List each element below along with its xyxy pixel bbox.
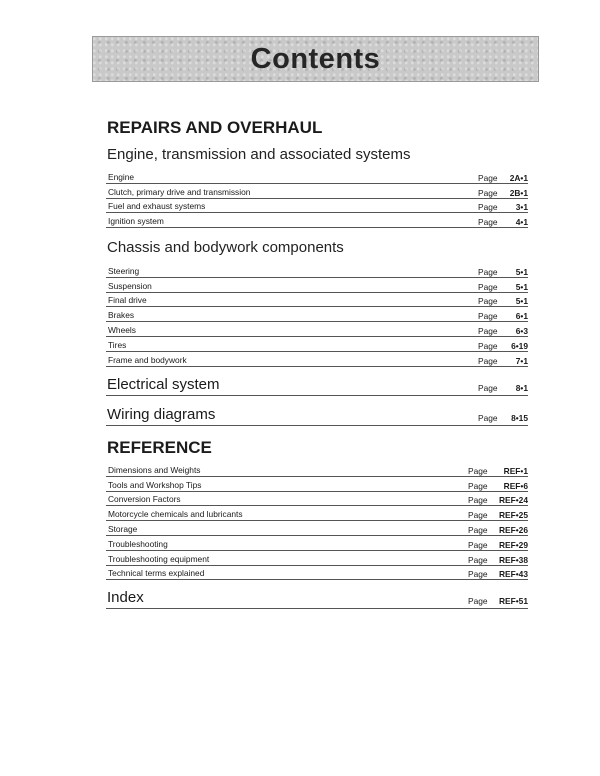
toc-label: Wiring diagrams (107, 406, 216, 423)
toc-row-wiring[interactable] (106, 403, 528, 426)
toc-label: Ignition system (108, 216, 164, 227)
engine-group-title: Engine, transmission and associated systems (107, 146, 411, 163)
page-word: Page (478, 296, 498, 307)
reference-heading: REFERENCE (107, 438, 212, 457)
page-word: Page (468, 524, 488, 535)
page-word: Page (478, 311, 498, 322)
page-number: 4•1 (515, 217, 528, 228)
page-word: Page (468, 539, 488, 550)
toc-label: Conversion Factors (108, 494, 181, 505)
toc-label: Troubleshooting equipment (108, 553, 210, 564)
page-word: Page (478, 202, 498, 213)
toc-row[interactable] (106, 352, 528, 367)
page-number: REF•43 (499, 569, 528, 580)
toc-row[interactable] (106, 199, 528, 214)
toc-label: Tools and Workshop Tips (108, 479, 202, 490)
toc-row[interactable] (106, 492, 528, 507)
page-number: REF•6 (503, 480, 528, 491)
toc-label: Index (107, 589, 144, 606)
page-number: 5•1 (515, 266, 528, 277)
page-word: Page (478, 217, 498, 228)
page-number: 8•1 (515, 383, 528, 393)
page-word: Page (468, 510, 488, 521)
toc-row[interactable] (106, 506, 528, 521)
toc-label: Frame and bodywork (108, 354, 187, 365)
toc-row[interactable] (106, 307, 528, 322)
chassis-list (106, 263, 528, 367)
page-number: 7•1 (515, 355, 528, 366)
toc-row[interactable] (106, 293, 528, 308)
toc-row[interactable] (106, 322, 528, 337)
page-word: Page (478, 383, 498, 393)
toc-label: Technical terms explained (108, 568, 205, 579)
toc-row[interactable] (106, 184, 528, 199)
page-number: 2A•1 (509, 172, 528, 183)
toc-row[interactable] (106, 566, 528, 581)
repairs-heading: REPAIRS AND OVERHAUL (107, 118, 323, 137)
reference-list (106, 462, 528, 580)
toc-row[interactable] (106, 536, 528, 551)
page-word: Page (478, 413, 498, 423)
page-number: REF•1 (503, 465, 528, 476)
page-number: 6•19 (511, 340, 528, 351)
page-word: Page (468, 596, 488, 606)
page-number: REF•26 (499, 524, 528, 535)
toc-row[interactable] (106, 278, 528, 293)
toc-label: Brakes (108, 310, 135, 321)
page-number: 5•1 (515, 296, 528, 307)
page-number: REF•38 (499, 554, 528, 565)
toc-label: Tires (108, 339, 127, 350)
page-word: Page (478, 187, 498, 198)
page-word: Page (478, 325, 498, 336)
chassis-group-title: Chassis and bodywork components (107, 239, 344, 256)
toc-label: Electrical system (107, 376, 220, 393)
page-word: Page (478, 281, 498, 292)
page-number: 2B•1 (509, 187, 528, 198)
page-word: Page (468, 495, 488, 506)
toc-row-index[interactable] (106, 586, 528, 609)
page-number: REF•24 (499, 495, 528, 506)
toc-label: Dimensions and Weights (108, 464, 201, 475)
page-word: Page (478, 340, 498, 351)
toc-label: Engine (108, 171, 135, 182)
page-number: REF•25 (499, 510, 528, 521)
page-number: REF•29 (499, 539, 528, 550)
contents-banner (92, 36, 539, 82)
page-number: 3•1 (515, 202, 528, 213)
toc-row[interactable] (106, 213, 528, 228)
toc-label: Final drive (108, 295, 147, 306)
toc-label: Motorcycle chemicals and lubricants (108, 509, 243, 520)
toc-row[interactable] (106, 169, 528, 184)
page-number: 6•3 (515, 325, 528, 336)
toc-row[interactable] (106, 462, 528, 477)
page-word: Page (468, 554, 488, 565)
page-number: 6•1 (515, 311, 528, 322)
toc-row[interactable] (106, 263, 528, 278)
page-title: Contents (250, 42, 381, 75)
page-word: Page (468, 569, 488, 580)
toc-label: Clutch, primary drive and transmission (108, 186, 251, 197)
page-number: 8•15 (511, 413, 528, 423)
toc-label: Wheels (108, 324, 136, 335)
toc-label: Steering (108, 265, 140, 276)
page-word: Page (478, 266, 498, 277)
page-number: 5•1 (515, 281, 528, 292)
page-number: REF•51 (499, 596, 528, 606)
toc-row[interactable] (106, 477, 528, 492)
toc-row-electrical[interactable] (106, 373, 528, 396)
toc-label: Suspension (108, 280, 152, 291)
page-word: Page (468, 480, 488, 491)
toc-label: Storage (108, 523, 138, 534)
toc-label: Fuel and exhaust systems (108, 201, 206, 212)
toc-label: Troubleshooting (108, 538, 168, 549)
toc-row[interactable] (106, 337, 528, 352)
toc-row[interactable] (106, 551, 528, 566)
page-word: Page (468, 465, 488, 476)
engine-list (106, 169, 528, 228)
toc-row[interactable] (106, 521, 528, 536)
page-word: Page (478, 172, 498, 183)
page-word: Page (478, 355, 498, 366)
